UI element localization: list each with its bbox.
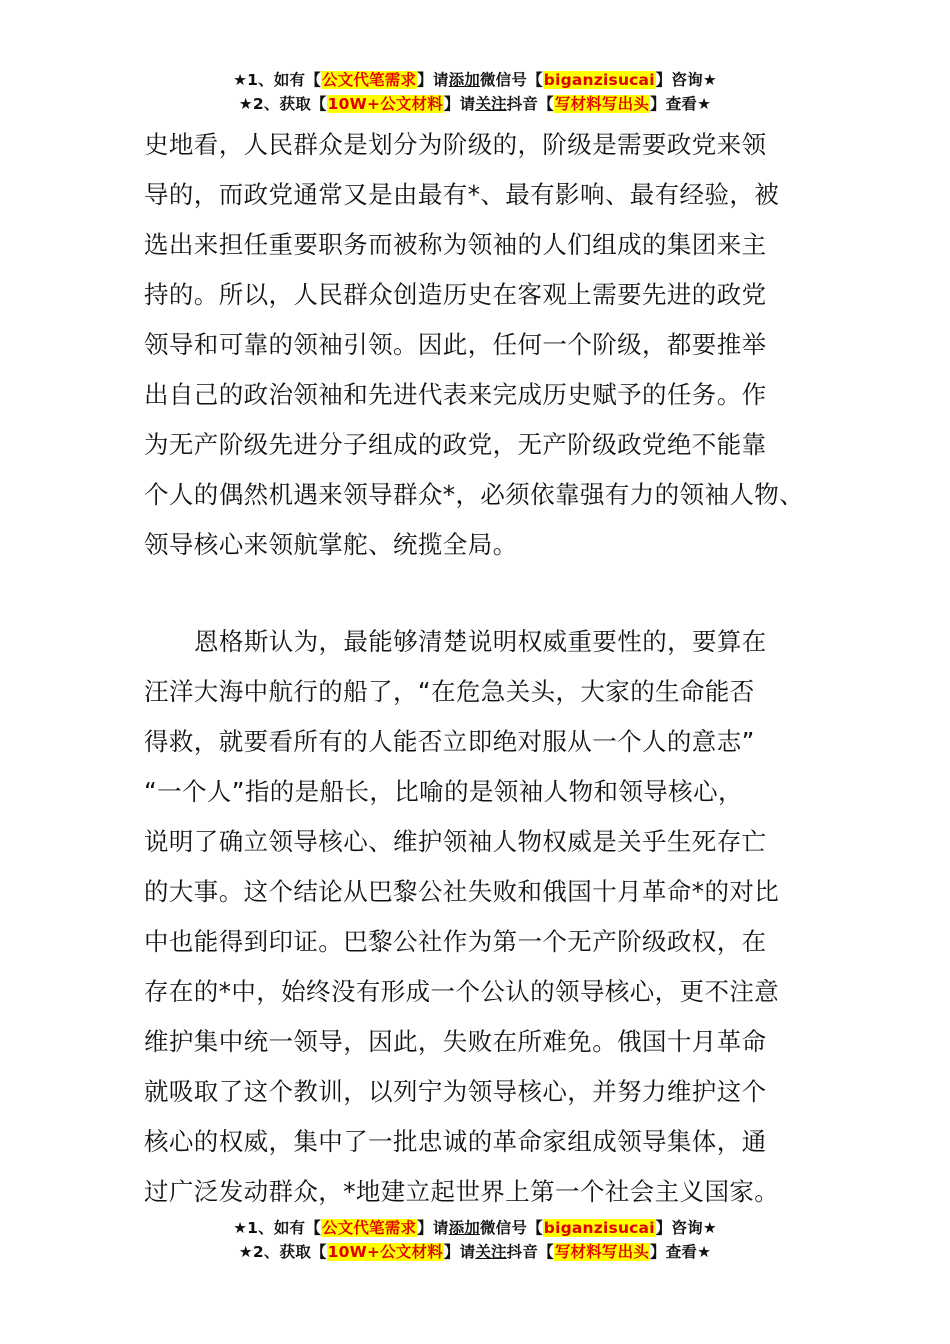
materials-highlight: 10W+公文材料 [327,1243,443,1261]
paragraph-line: 的大事。这个结论从巴黎公社失败和俄国十月革命*的对比 [144,877,780,906]
paragraph-line: 得救，就要看所有的人能否立即绝对服从一个人的意志” [144,727,755,756]
paragraph-line: 持的。所以，人民群众创造历史在客观上需要先进的政党 [144,280,767,309]
service-highlight: 公文代笔需求 [321,1219,417,1237]
paragraph-line: 过广泛发动群众，*地建立起世界上第一个社会主义国家。 [144,1177,780,1206]
top-promo-line-1: ★1、如有【公文代笔需求】请添加微信号【biganzisucai】咨询★ [233,71,717,89]
materials-highlight: 10W+公文材料 [327,95,443,113]
service-highlight: 公文代笔需求 [321,71,417,89]
paragraph-line: 存在的*中，始终没有形成一个公认的领导核心，更不注意 [144,977,780,1006]
body-paragraph-2 [144,617,820,1217]
bottom-promo-banner [0,1216,950,1264]
paragraph-line: 为无产阶级先进分子组成的政党，无产阶级政党绝不能靠 [144,430,767,459]
paragraph-line: 就吸取了这个教训，以列宁为领导核心，并努力维护这个 [144,1077,767,1106]
top-promo-banner [0,68,950,116]
paragraph-line: 领导核心来领航掌舵、统揽全局。 [144,530,518,559]
paragraph-line: 恩格斯认为，最能够清楚说明权威重要性的，要算在 [194,627,767,656]
paragraph-line: 出自己的政治领袖和先进代表来完成历史赋予的任务。作 [144,380,767,409]
douyin-account-highlight: 写材料写出头 [554,95,650,113]
paragraph-line: 汪洋大海中航行的船了，“在危急关头，大家的生命能否 [144,677,755,706]
paragraph-line: 史地看，人民群众是划分为阶级的，阶级是需要政党来领 [144,130,767,159]
body-paragraph-1 [144,120,820,570]
bottom-promo-line-1: ★1、如有【公文代笔需求】请添加微信号【biganzisucai】咨询★ [233,1219,717,1237]
paragraph-line: 说明了确立领导核心、维护领袖人物权威是关乎生死存亡 [144,827,767,856]
paragraph-line: 导的，而政党通常又是由最有*、最有影响、最有经验，被 [144,180,780,209]
douyin-account-highlight: 写材料写出头 [554,1243,650,1261]
paragraph-line: 选出来担任重要职务而被称为领袖的人们组成的集团来主 [144,230,767,259]
paragraph-line: 领导和可靠的领袖引领。因此，任何一个阶级，都要推举 [144,330,767,359]
paragraph-line: “一个人”指的是船长，比喻的是领袖人物和领导核心， [144,777,743,806]
wechat-id-highlight: biganzisucai [543,1219,655,1237]
paragraph-line: 中也能得到印证。巴黎公社作为第一个无产阶级政权，在 [144,927,767,956]
top-promo-line-2: ★2、获取【10W+公文材料】请关注抖音【写材料写出头】查看★ [238,95,712,113]
wechat-id-highlight: biganzisucai [543,71,655,89]
paragraph-line: 核心的权威，集中了一批忠诚的革命家组成领导集体，通 [144,1127,767,1156]
paragraph-line: 维护集中统一领导，因此，失败在所难免。俄国十月革命 [144,1027,767,1056]
paragraph-line: 个人的偶然机遇来领导群众*，必须依靠强有力的领袖人物、 [144,480,805,509]
bottom-promo-line-2: ★2、获取【10W+公文材料】请关注抖音【写材料写出头】查看★ [238,1243,712,1261]
